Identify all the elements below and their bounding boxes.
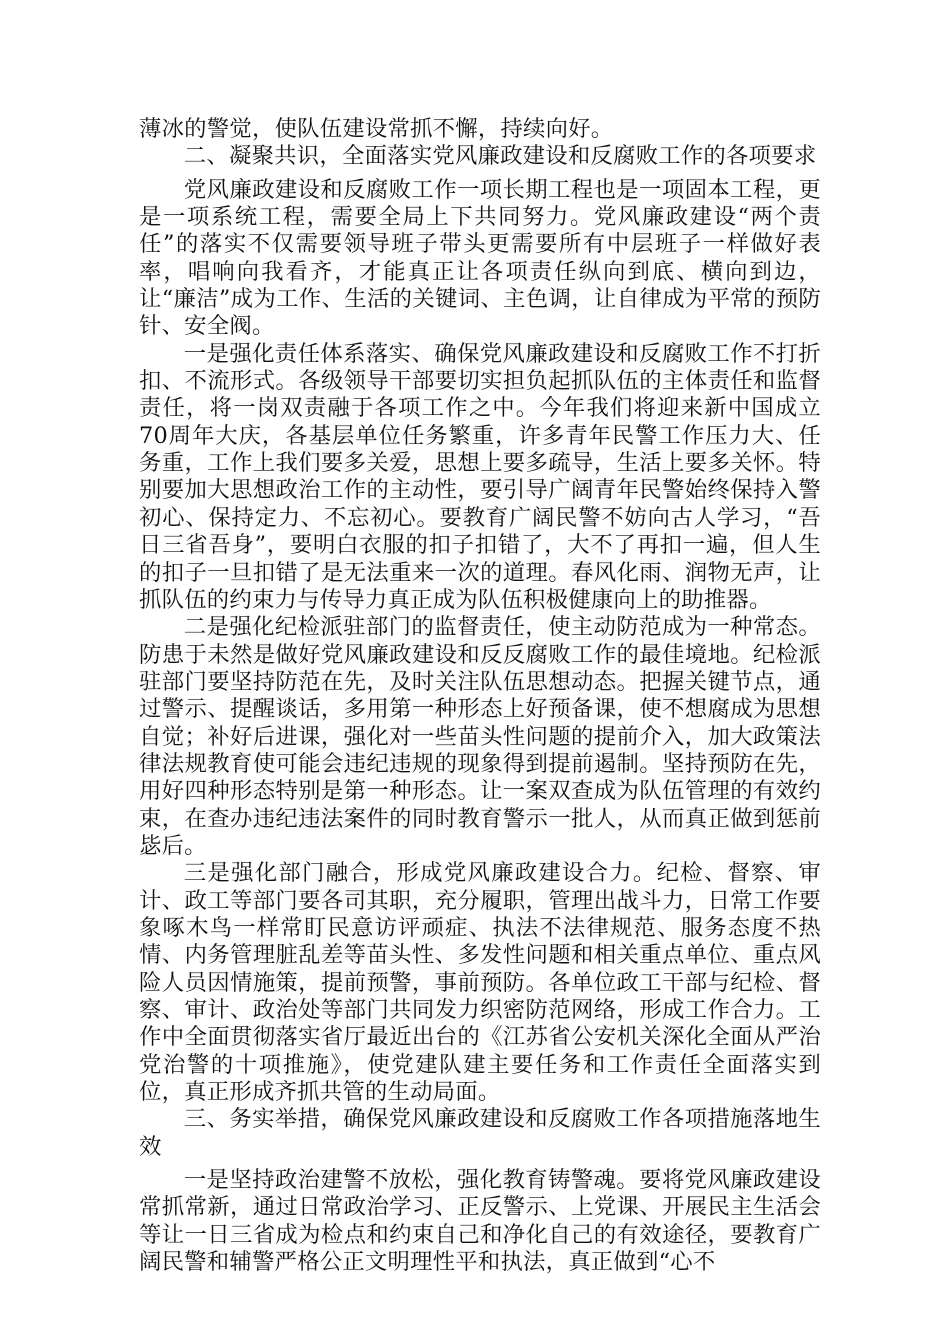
section-heading-3: 三、务实举措，确保党风廉政建设和反腐败工作各项措施落地生效 bbox=[139, 1106, 821, 1160]
section-heading-2: 二、凝聚共识，全面落实党风廉政建设和反腐败工作的各项要求 bbox=[183, 143, 817, 170]
paragraph: 一是强化责任体系落实、确保党风廉政建设和反腐败工作不打折扣、不流形式。各级领导干部要切实担负起抓队伍的主体责任和监督责任，将一岗双责融于各项工作之中。今年我们将迎来新中国成立70周年大庆，各基层单位任务繁重，许多青年民警工作压力大、任务重，工作上我们要多关爱，思想上要多疏导，生活上要多关怀。特别要加大思想政治工作的主动性，要引导广阔青年民警始终保持入警初心、保持定力、不忘初心。要教育广阔民警不妨向古人学习，“吾日三省吾身”，要明白衣服的扣子扣错了，大不了再扣一遍，但人生的扣子一旦扣错了是无法重来一次的道理。春风化雨、润物无声，让抓队伍的约束力与传导力真正成为队伍积极健康向上的助推器。 bbox=[139, 340, 821, 613]
paragraph: 二是强化纪检派驻部门的监督责任，使主动防范成为一种常态。防患于未然是做好党风廉政建设和反反腐败工作的最佳境地。纪检派驻部门要坚持防范在先，及时关注队伍思想动态。把握关键节点，通过警示、提醒谈话，多用第一种形态上好预备课，使不想腐成为思想自觉；补好后进课，强化对一些苗头性问题的提前介入，加大政策法律法规教育使可能会违纪违规的现象得到提前遏制。坚持预防在先，用好四种形态特别是第一种形态。让一案双查成为队伍管理的有效约束，在查办违纪违法案件的同时教育警示一批人，从而真正做到惩前毖后。 bbox=[139, 614, 821, 859]
paragraph: 一是坚持政治建警不放松，强化教育铸警魂。要将党风廉政建设常抓常新，通过日常政治学习、正反警示、上党课、开展民主生活会等让一日三省成为检点和约束自己和净化自己的有效途径，要教育广阔民警和辅警严格公正文明理性平和执法，真正做到“心不 bbox=[139, 1167, 821, 1276]
paragraph: 党风廉政建设和反腐败工作一项长期工程也是一项固本工程，更是一项系统工程，需要全局上下共同努力。党风廉政建设“两个责任”的落实不仅需要领导班子带头更需要所有中层班子一样做好表率，唱响向我看齐，才能真正让各项责任纵向到底、横向到边，让“廉洁”成为工作、生活的关键词、主色调，让自律成为平常的预防针、安全阀。 bbox=[139, 176, 821, 340]
paragraph-continued: 薄冰的警觉，使队伍建设常抓不懈，持续向好。 bbox=[139, 116, 614, 142]
document-body bbox=[139, 116, 821, 1276]
paragraph: 三是强化部门融合，形成党风廉政建设合力。纪检、督察、审计、政工等部门要各司其职，充分履职，管理出战斗力，日常工作要象啄木鸟一样常盯民意访评顽症、执法不法律规范、服务态度不热情、内务管理脏乱差等苗头性、多发性问题和相关重点单位、重点风险人员因情施策，提前预警，事前预防。各单位政工干部与纪检、督察、审计、政治处等部门共同发力织密防范网络，形成工作合力。工作中全面贯彻落实省厅最近出台的《江苏省公安机关深化全面从严治党治警的十项推施》，使党建队建主要任务和工作责任全面落实到位，真正形成齐抓共管的生动局面。 bbox=[139, 860, 821, 1106]
